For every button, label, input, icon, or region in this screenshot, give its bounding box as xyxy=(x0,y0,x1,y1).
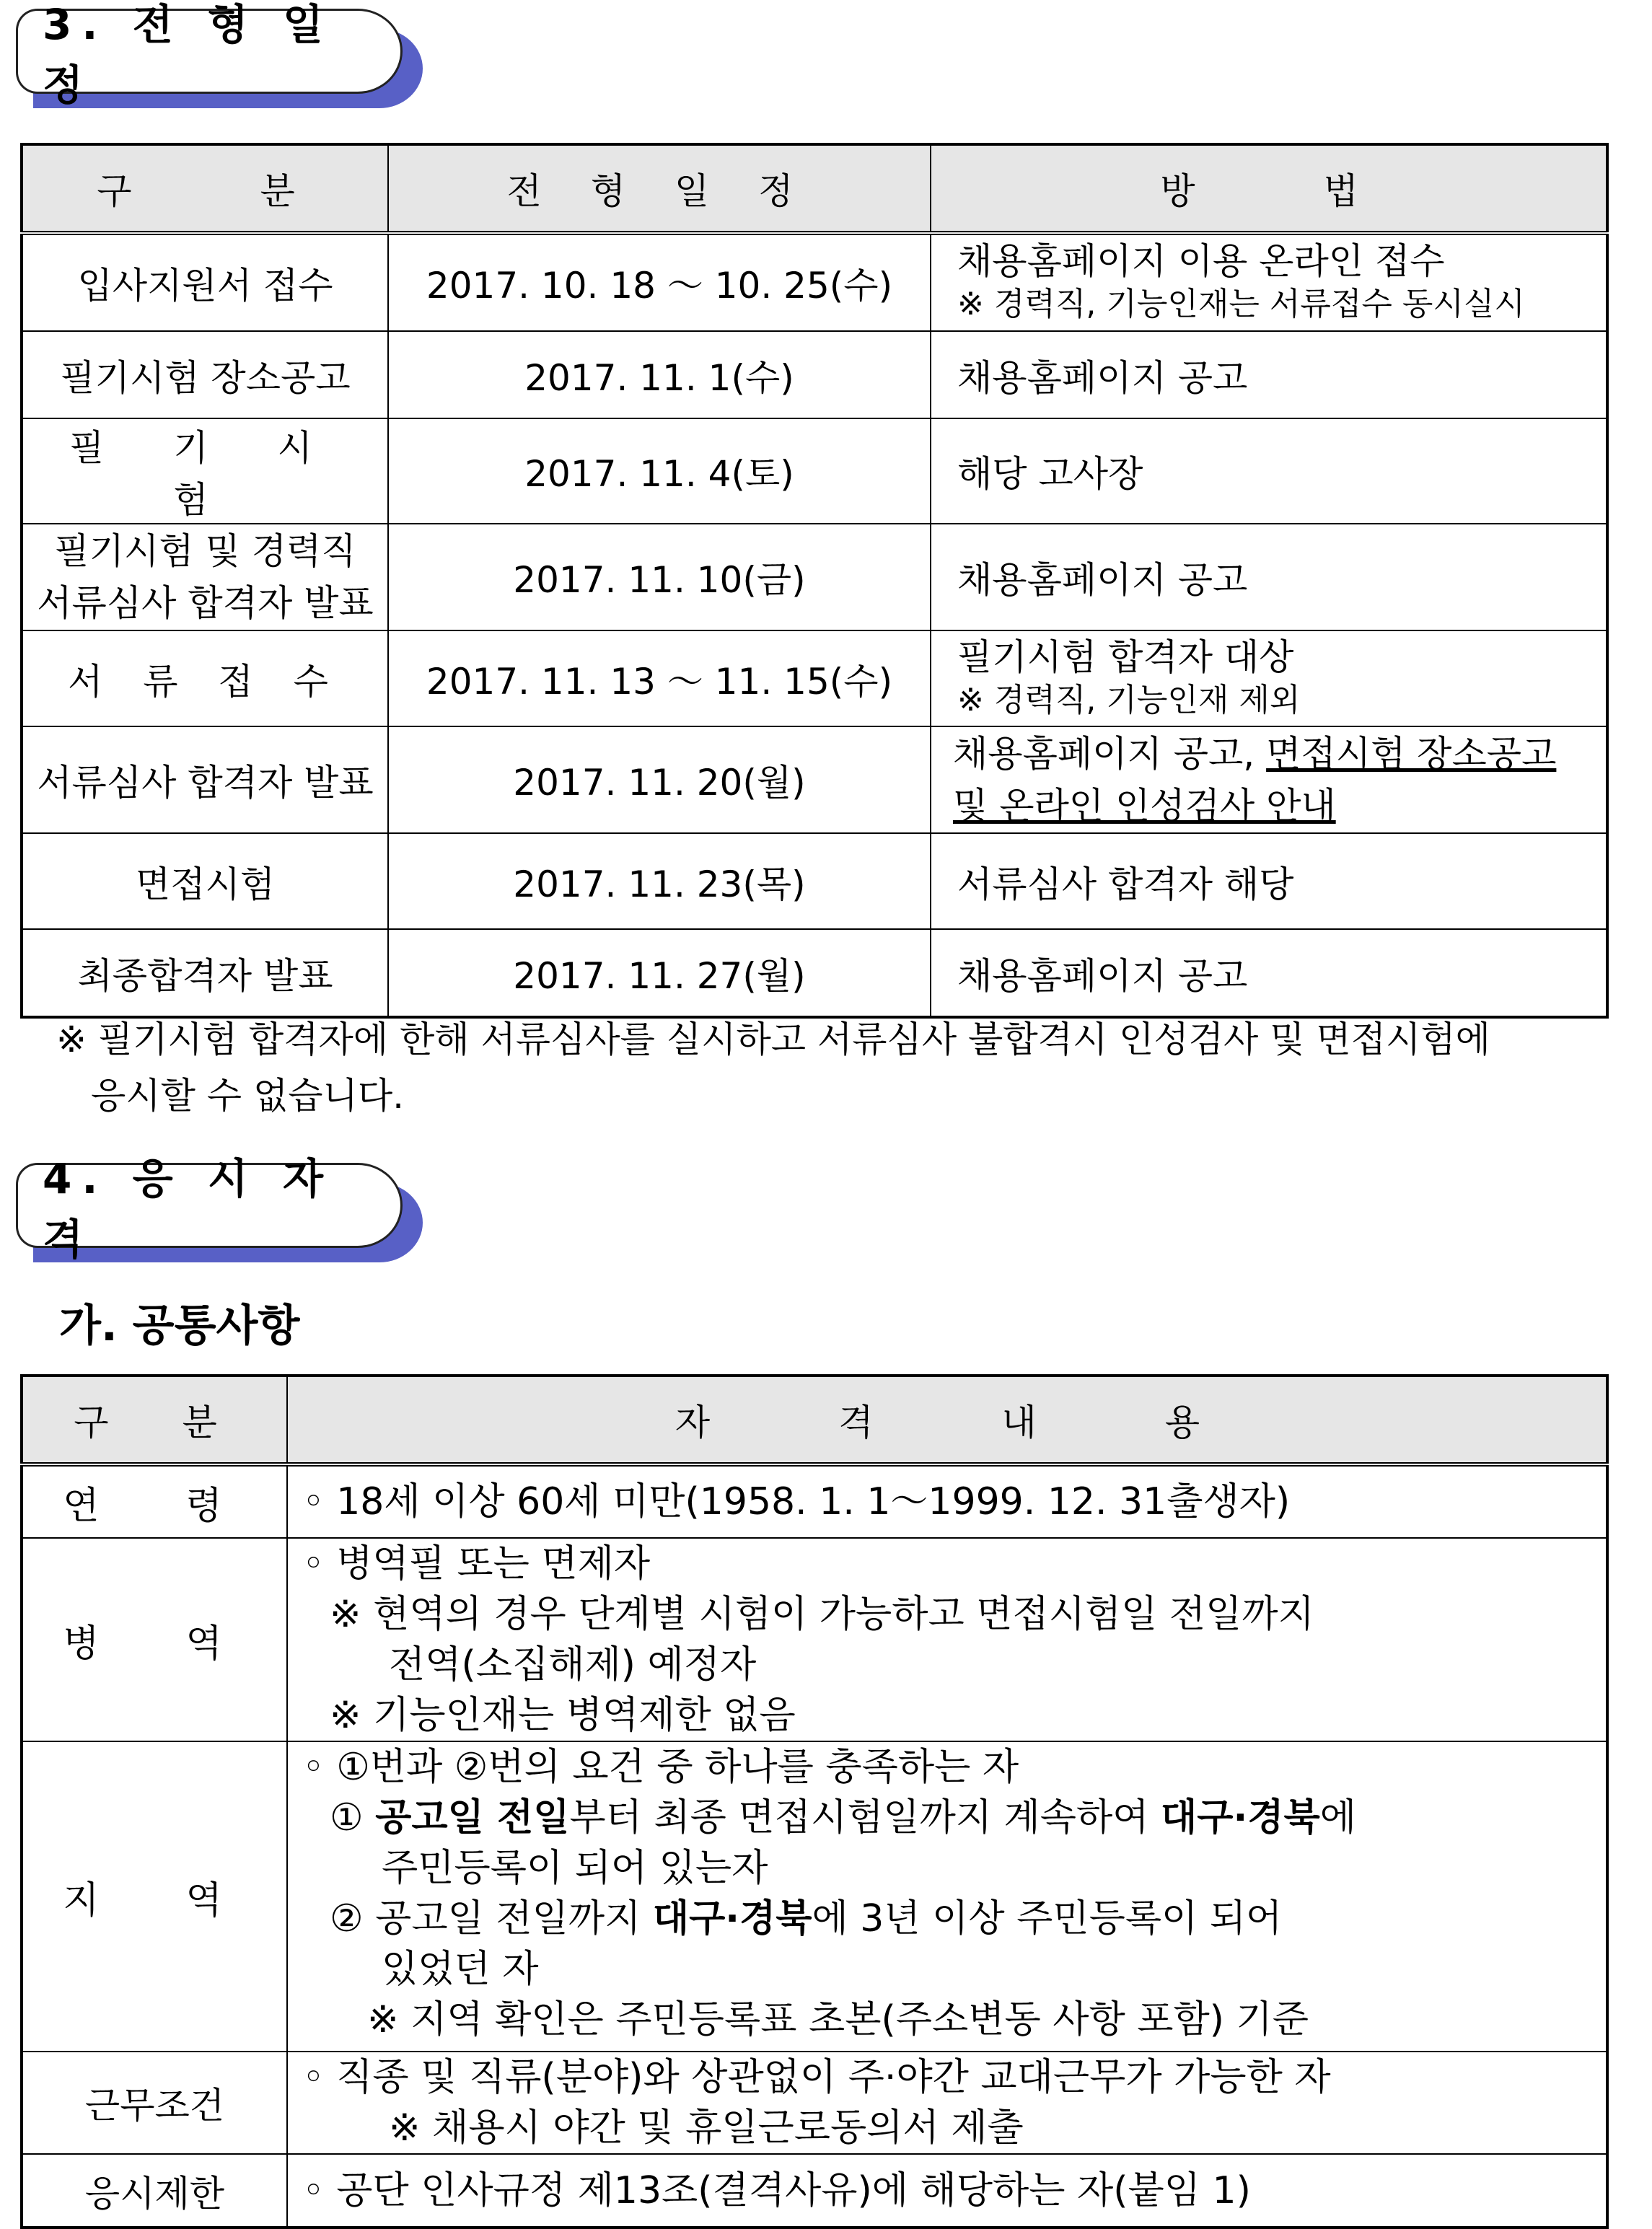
schedule-item: 필 기 시 험 xyxy=(22,418,388,524)
schedule-method-underlined: 면접시험 장소공고 xyxy=(1266,733,1557,775)
qualification-bold-text: 대구·경북 xyxy=(1161,1796,1320,1839)
qualification-line xyxy=(302,1894,1606,1944)
schedule-item xyxy=(22,524,388,630)
qualification-line: 주민등록이 되어 있는자 xyxy=(382,1847,768,1890)
schedule-method-text: 필기시험 합격자 대상 xyxy=(957,636,1294,678)
qualification-label: 응시제한 xyxy=(22,2154,287,2228)
qualification-label: 병 역 xyxy=(22,1538,287,1741)
qualification-text: 부터 최종 면접시험일까지 계속하여 xyxy=(569,1796,1161,1839)
qualification-label: 지 역 xyxy=(22,1741,287,2052)
schedule-date: 2017. 11. 10(금) xyxy=(388,524,931,630)
schedule-method: 채용홈페이지 공고 xyxy=(931,524,1607,630)
schedule-row xyxy=(22,833,1607,929)
schedule-item-line: 필기시험 및 경력직 xyxy=(54,530,356,572)
qualification-row-region xyxy=(22,1741,1607,2052)
qualification-row-military xyxy=(22,1538,1607,1741)
schedule-method: 채용홈페이지 공고 xyxy=(931,929,1607,1017)
qualifications-header-row xyxy=(22,1376,1607,1464)
schedule-row xyxy=(22,331,1607,418)
schedule-method xyxy=(931,726,1607,833)
section4-subtitle: 가. 공통사항 xyxy=(59,1301,300,1351)
qualifications-table xyxy=(20,1374,1609,2229)
schedule-row xyxy=(22,630,1607,726)
schedule-table xyxy=(20,143,1609,1019)
qualification-content xyxy=(287,2154,1607,2228)
schedule-note-line: ※ 필기시험 합격자에 한해 서류심사를 실시하고 서류심사 불합격시 인성검사 및 면접시험에 xyxy=(56,1019,1490,1060)
schedule-item: 서 류 접 수 xyxy=(22,630,388,726)
schedule-row xyxy=(22,524,1607,630)
schedule-date: 2017. 10. 18 ～ 10. 25(수) xyxy=(388,233,931,331)
qualification-line: 있었던 자 xyxy=(382,1948,539,1991)
schedule-method-underlined: 및 온라인 인성검사 안내 xyxy=(953,785,1336,827)
schedule-item-line: 서류심사 합격자 발표 xyxy=(37,582,374,624)
qualifications-header-content: 자 격 내 용 xyxy=(287,1376,1607,1464)
schedule-method: 해당 고사장 xyxy=(931,418,1607,524)
section3-title: 3. 전 형 일 정 xyxy=(16,9,403,94)
qualification-text: 에 xyxy=(1319,1796,1356,1839)
schedule-method: 서류심사 합격자 해당 xyxy=(931,833,1607,929)
schedule-date: 2017. 11. 20(월) xyxy=(388,726,931,833)
qualification-bold-text: 공고일 전일 xyxy=(375,1796,570,1839)
qualification-line: 전역(소집해제) 예정자 xyxy=(389,1643,757,1687)
schedule-item: 서류심사 합격자 발표 xyxy=(22,726,388,833)
qualification-row-work xyxy=(22,2052,1607,2154)
qualification-line: ※ 지역 확인은 주민등록표 초본(주소변동 사항 포함) 기준 xyxy=(367,1998,1309,2041)
qualification-line: ※ 기능인재는 병역제한 없음 xyxy=(330,1694,796,1737)
schedule-method xyxy=(931,630,1607,726)
section3-header xyxy=(16,0,405,110)
qualification-content xyxy=(287,2052,1607,2154)
qualification-line: ◦ 병역필 또는 면제자 xyxy=(302,1542,651,1586)
schedule-method-text: 채용홈페이지 공고, xyxy=(953,733,1267,775)
qualification-text: ② 공고일 전일까지 xyxy=(330,1897,653,1940)
qualification-row-restriction xyxy=(22,2154,1607,2228)
schedule-date: 2017. 11. 13 ～ 11. 15(수) xyxy=(388,630,931,726)
qualification-line: ◦ 공단 인사규정 제13조(결격사유)에 해당하는 자(붙임 1) xyxy=(302,2168,1251,2212)
qualification-line: ◦ 18세 이상 60세 미만(1958. 1. 1～1999. 12. 31출생자) xyxy=(302,1480,1291,1524)
qualification-text: ① xyxy=(330,1796,376,1839)
schedule-item: 최종합격자 발표 xyxy=(22,929,388,1017)
schedule-header-date: 전 형 일 정 xyxy=(388,144,931,233)
schedule-note xyxy=(56,1011,1607,1124)
qualification-label: 연 령 xyxy=(22,1464,287,1538)
qualification-line: ◦ 직종 및 직류(분야)와 상관없이 주·야간 교대근무가 가능한 자 xyxy=(302,2056,1331,2099)
qualification-line xyxy=(302,1793,1606,1843)
schedule-row xyxy=(22,418,1607,524)
qualification-bold-text: 대구·경북 xyxy=(652,1897,812,1940)
section4-title: 4. 응 시 자 격 xyxy=(16,1163,403,1248)
qualification-content xyxy=(287,1741,1607,2052)
schedule-row xyxy=(22,929,1607,1017)
schedule-header-row xyxy=(22,144,1607,233)
section4-header xyxy=(16,1154,405,1264)
qualification-label: 근무조건 xyxy=(22,2052,287,2154)
schedule-header-category: 구 분 xyxy=(22,144,388,233)
qualification-content xyxy=(287,1464,1607,1538)
schedule-row xyxy=(22,233,1607,331)
schedule-date: 2017. 11. 4(토) xyxy=(388,418,931,524)
schedule-row xyxy=(22,726,1607,833)
schedule-item: 면접시험 xyxy=(22,833,388,929)
schedule-note-line: 응시할 수 없습니다. xyxy=(91,1075,405,1117)
qualifications-header-category: 구 분 xyxy=(22,1376,287,1464)
qualification-content xyxy=(287,1538,1607,1741)
schedule-header-method: 방 법 xyxy=(931,144,1607,233)
schedule-date: 2017. 11. 23(목) xyxy=(388,833,931,929)
schedule-method-text: 채용홈페이지 이용 온라인 접수 xyxy=(957,240,1445,282)
schedule-date: 2017. 11. 27(월) xyxy=(388,929,931,1017)
schedule-date: 2017. 11. 1(수) xyxy=(388,331,931,418)
schedule-item: 입사지원서 접수 xyxy=(22,233,388,331)
qualification-line: ※ 채용시 야간 및 휴일근로동의서 제출 xyxy=(389,2106,1024,2150)
schedule-method-note: ※ 경력직, 기능인재는 서류접수 동시실시 xyxy=(957,286,1525,322)
schedule-method xyxy=(931,233,1607,331)
qualification-line: ※ 현역의 경우 단계별 시험이 가능하고 면접시험일 전일까지 xyxy=(330,1593,1314,1636)
qualification-line: ◦ ①번과 ②번의 요건 중 하나를 충족하는 자 xyxy=(302,1746,1019,1789)
schedule-item: 필기시험 장소공고 xyxy=(22,331,388,418)
schedule-method-note: ※ 경력직, 기능인재 제외 xyxy=(957,681,1301,718)
schedule-method: 채용홈페이지 공고 xyxy=(931,331,1607,418)
qualification-text: 에 3년 이상 주민등록이 되어 xyxy=(812,1897,1283,1940)
qualification-row-age xyxy=(22,1464,1607,1538)
